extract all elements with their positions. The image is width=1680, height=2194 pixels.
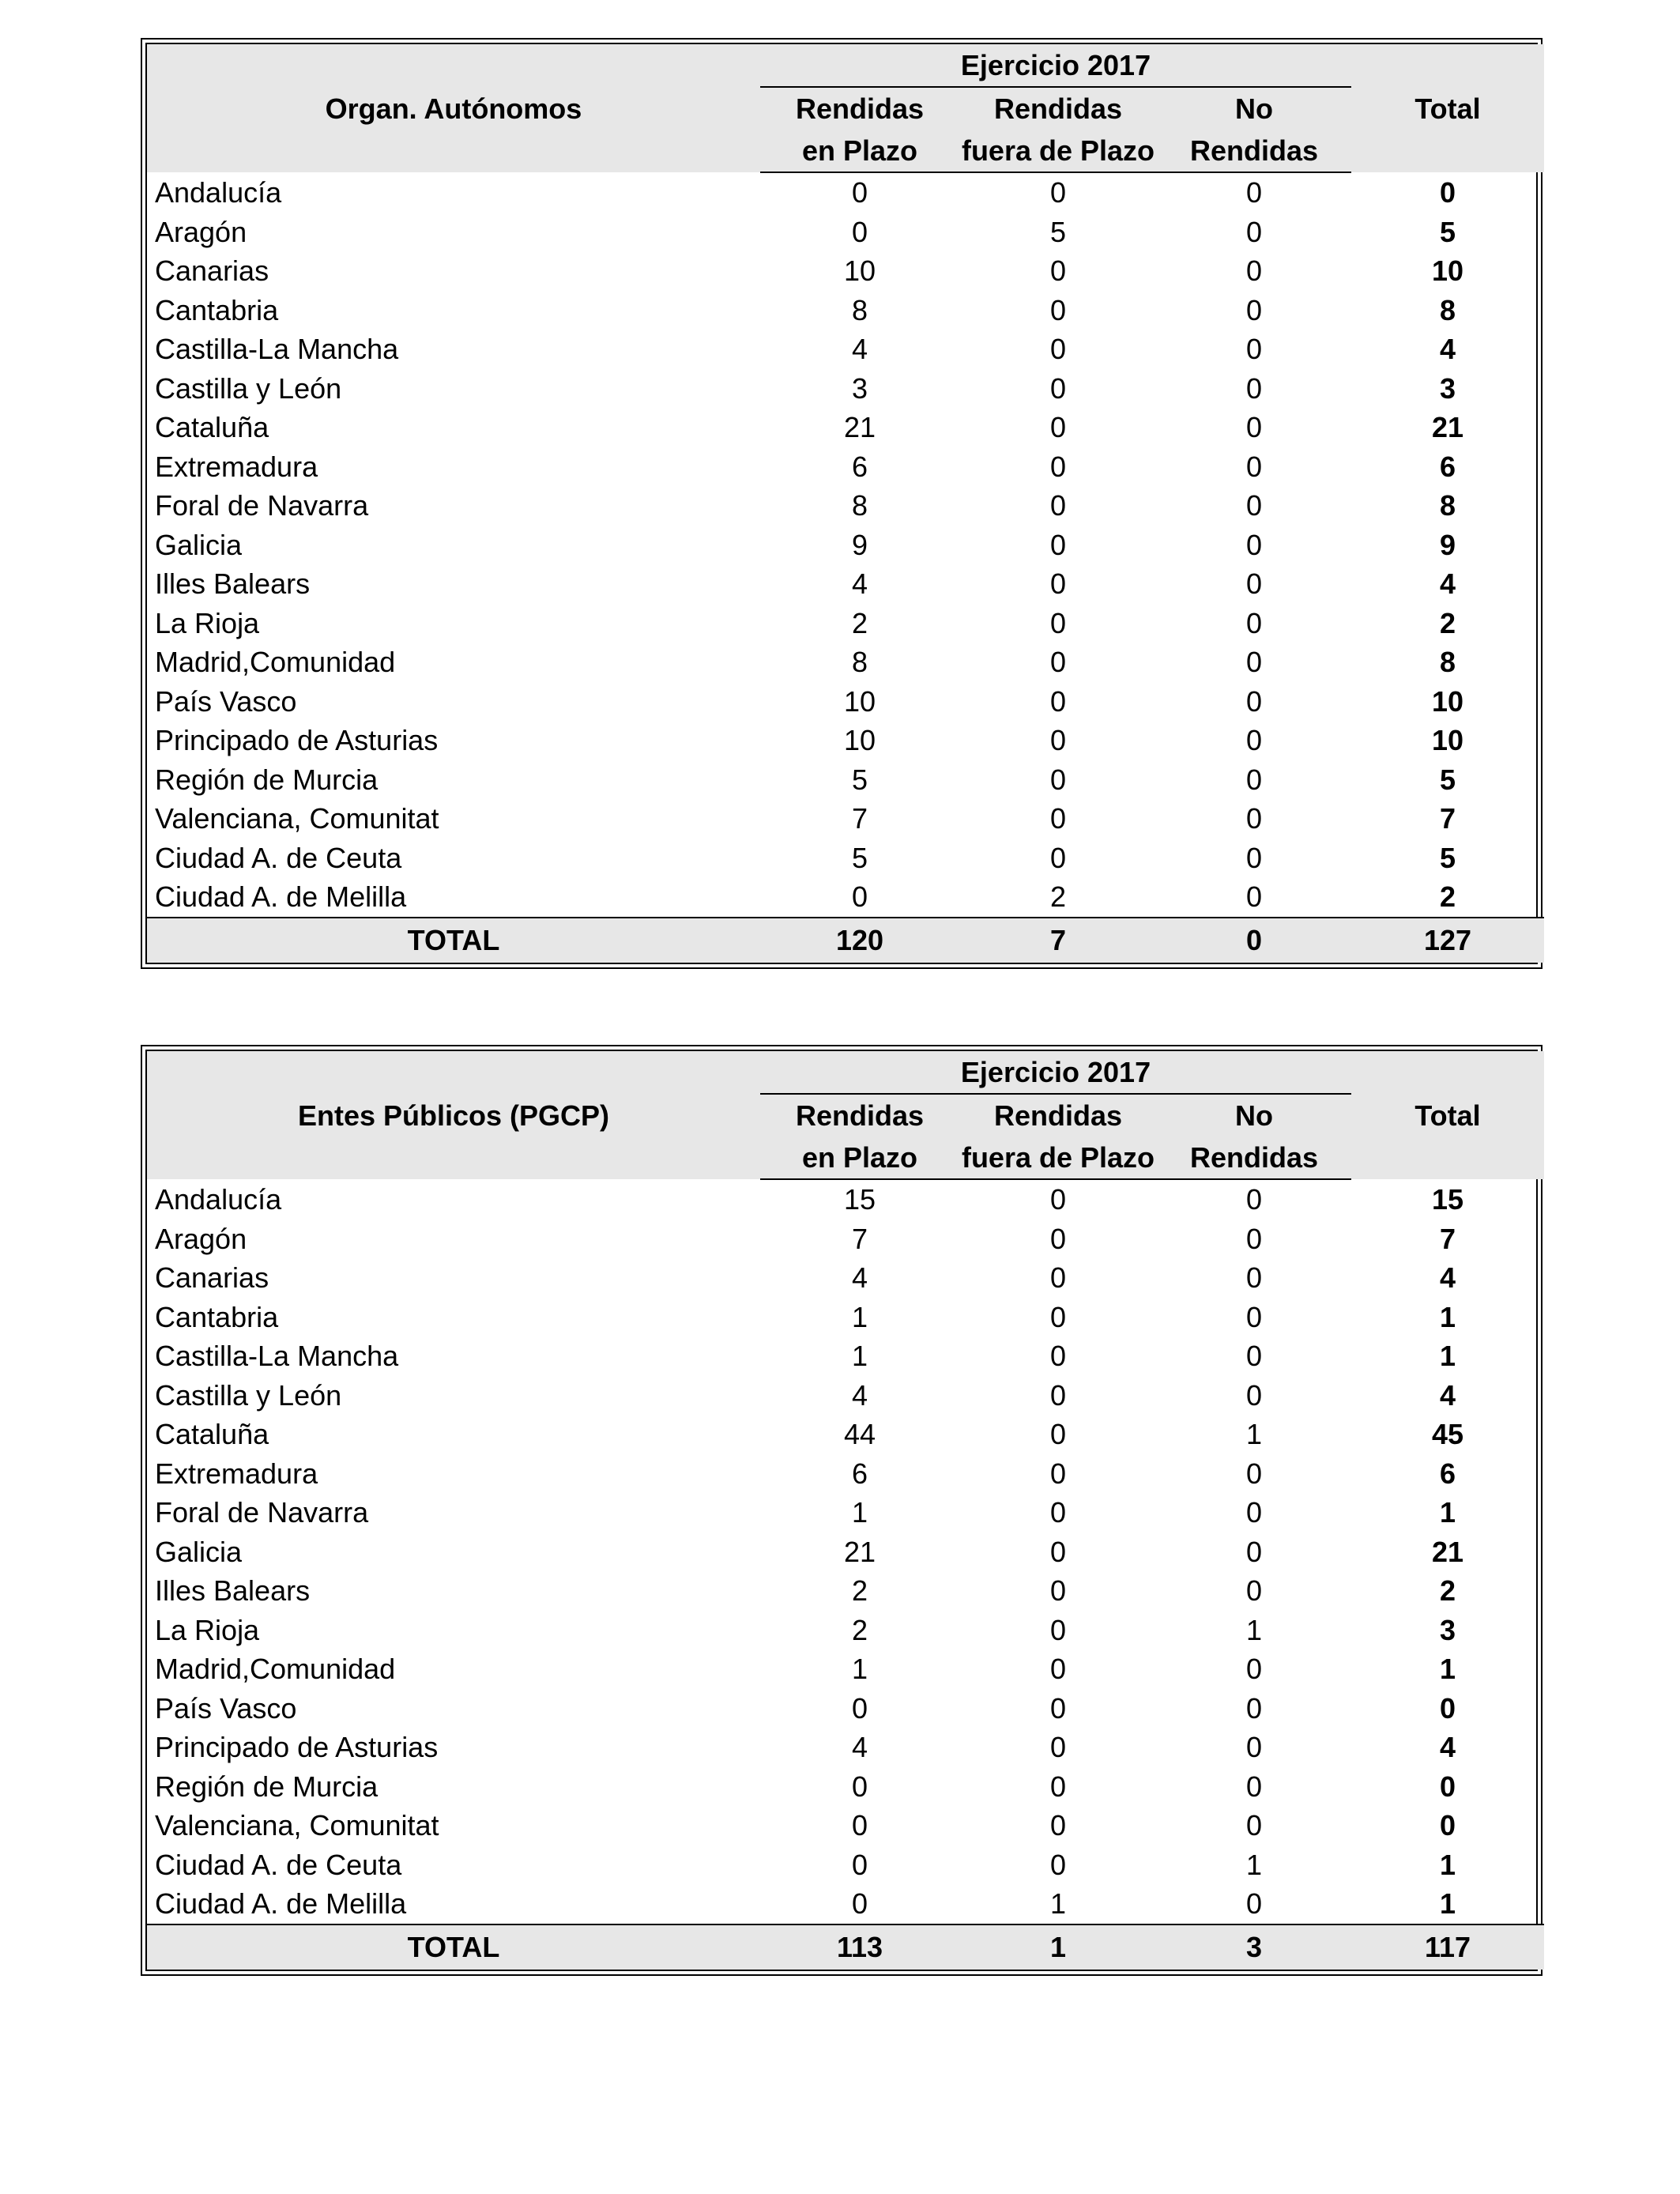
table-row (147, 643, 1544, 682)
value-cell: 5 (851, 841, 868, 874)
value-cell: 0 (1246, 215, 1263, 248)
value-cell: 0 (851, 215, 868, 248)
value-cell: 0 (1049, 1496, 1067, 1529)
row-total-cell: 4 (1440, 333, 1456, 365)
value-cell: 1 (1246, 1418, 1263, 1450)
region-name-cell: Castilla-La Mancha (155, 333, 399, 365)
value-cell: 0 (1049, 841, 1067, 874)
table-row (147, 1415, 1544, 1454)
value-cell: 0 (1246, 880, 1263, 913)
row-total-cell: 1 (1440, 1340, 1456, 1372)
value-cell: 8 (851, 489, 868, 522)
value-cell: 1 (851, 1300, 868, 1333)
value-cell: 0 (851, 1848, 868, 1881)
row-total-cell: 8 (1440, 646, 1456, 678)
total-cell: 117 (1351, 1924, 1544, 1970)
value-cell: 0 (1246, 528, 1263, 561)
row-total-cell: 0 (1440, 1809, 1456, 1842)
value-cell: 0 (1049, 606, 1067, 639)
value-cell: 0 (1049, 567, 1067, 600)
value-cell: 0 (1246, 1183, 1263, 1216)
region-name-cell: La Rioja (155, 1613, 260, 1646)
region-name-cell: Castilla-La Mancha (155, 1340, 399, 1372)
region-name-cell: Principado de Asturias (155, 1731, 439, 1763)
table-row (147, 682, 1544, 722)
table-row (147, 1884, 1544, 1924)
value-cell: 0 (1246, 1809, 1263, 1842)
region-name-cell: Madrid,Comunidad (155, 1653, 396, 1685)
value-cell: 0 (1246, 1300, 1263, 1333)
col-header: fuera de Plazo (959, 130, 1157, 172)
region-name-cell: Ciudad A. de Melilla (155, 880, 407, 913)
col-header: fuera de Plazo (959, 1137, 1157, 1179)
value-cell: 0 (1049, 1418, 1067, 1450)
region-name-cell: Cantabria (155, 293, 279, 326)
value-cell: 4 (851, 567, 868, 600)
total-row (147, 918, 1544, 963)
value-cell: 7 (851, 802, 868, 835)
value-cell: 2 (851, 1574, 868, 1607)
row-total-cell: 4 (1440, 1731, 1456, 1763)
row-total-cell: 1 (1440, 1653, 1456, 1685)
table-row (147, 1298, 1544, 1337)
data-table (147, 1051, 1544, 1970)
region-name-cell: Galicia (155, 528, 243, 561)
value-cell: 1 (851, 1496, 868, 1529)
region-name-cell: Castilla y León (155, 371, 342, 405)
value-cell: 0 (1246, 724, 1263, 756)
value-cell: 0 (1246, 567, 1263, 600)
table-row (147, 330, 1544, 369)
value-cell: 0 (1049, 1183, 1067, 1216)
group-header: Ejercicio 2017 (760, 44, 1351, 87)
total-cell: 113 (760, 1924, 959, 1970)
region-name-cell: Cataluña (155, 411, 269, 443)
col-header: en Plazo (760, 1137, 959, 1179)
col-header: Rendidas (959, 87, 1157, 130)
row-total-cell: 10 (1432, 684, 1464, 718)
value-cell: 0 (1246, 1261, 1263, 1294)
row-total-cell: 6 (1440, 450, 1456, 483)
row-total-cell: 7 (1440, 1222, 1456, 1255)
value-cell: 0 (1246, 489, 1263, 522)
value-cell: 0 (1049, 254, 1067, 287)
table-row (147, 1454, 1544, 1494)
region-name-cell: País Vasco (155, 1691, 297, 1725)
table-row (147, 1767, 1544, 1807)
group-header: Ejercicio 2017 (760, 1051, 1351, 1094)
table-row (147, 1611, 1544, 1650)
col-header: en Plazo (760, 130, 959, 172)
value-cell: 0 (1049, 724, 1067, 756)
value-cell: 0 (1049, 1340, 1067, 1372)
table-row (147, 447, 1544, 487)
value-cell: 0 (1049, 1300, 1067, 1333)
table-row (147, 1258, 1544, 1298)
value-cell: 8 (851, 293, 868, 326)
total-header: Total (1351, 1051, 1544, 1179)
row-total-cell: 0 (1440, 1770, 1456, 1803)
value-cell: 21 (843, 411, 876, 443)
value-cell: 0 (1246, 841, 1263, 874)
row-total-cell: 21 (1432, 411, 1464, 443)
col-header: No (1157, 1094, 1351, 1137)
table-row (147, 251, 1544, 291)
region-name-cell: Cantabria (155, 1300, 279, 1333)
value-cell: 1 (1246, 1848, 1263, 1881)
value-cell: 0 (1246, 1378, 1263, 1412)
value-cell: 0 (1049, 1222, 1067, 1255)
value-cell: 0 (851, 1809, 868, 1842)
value-cell: 0 (1049, 763, 1067, 796)
value-cell: 8 (851, 646, 868, 678)
table-row (147, 1336, 1544, 1376)
region-name-cell: País Vasco (155, 684, 297, 718)
col-header: Rendidas (760, 1094, 959, 1137)
value-cell: 0 (1246, 293, 1263, 326)
value-cell: 15 (843, 1183, 876, 1216)
row-total-cell: 7 (1440, 802, 1456, 835)
table-title: Organ. Autónomos (147, 44, 760, 172)
value-cell: 0 (1049, 1457, 1067, 1490)
row-total-cell: 5 (1440, 763, 1456, 796)
region-name-cell: Andalucía (155, 175, 282, 209)
value-cell: 0 (1049, 1653, 1067, 1685)
value-cell: 4 (851, 1731, 868, 1763)
row-total-cell: 3 (1440, 371, 1456, 405)
value-cell: 9 (851, 528, 868, 561)
value-cell: 0 (1049, 411, 1067, 443)
table-body (147, 1179, 1544, 1924)
value-cell: 0 (1049, 1261, 1067, 1294)
value-cell: 0 (851, 1770, 868, 1803)
value-cell: 0 (1049, 1691, 1067, 1725)
region-name-cell: Cataluña (155, 1418, 269, 1450)
region-name-cell: Aragón (155, 1222, 247, 1255)
region-name-cell: Aragón (155, 215, 247, 248)
value-cell: 3 (851, 371, 868, 405)
value-cell: 0 (1049, 684, 1067, 718)
row-total-cell: 45 (1432, 1418, 1464, 1450)
table-row (147, 172, 1544, 213)
region-name-cell: La Rioja (155, 606, 260, 639)
data-table (147, 44, 1544, 963)
value-cell: 0 (1049, 1731, 1067, 1763)
value-cell: 0 (1246, 254, 1263, 287)
row-total-cell: 4 (1440, 567, 1456, 600)
row-total-cell: 1 (1440, 1848, 1456, 1881)
region-name-cell: Illes Balears (155, 1574, 311, 1607)
row-total-cell: 1 (1440, 1300, 1456, 1333)
table-row (147, 291, 1544, 330)
value-cell: 44 (843, 1418, 876, 1450)
col-header: Rendidas (1157, 1137, 1351, 1179)
table-row (147, 213, 1544, 252)
value-cell: 0 (851, 1691, 868, 1725)
value-cell: 21 (843, 1535, 876, 1568)
table-row (147, 839, 1544, 878)
row-total-cell: 0 (1440, 175, 1456, 209)
value-cell: 0 (1246, 763, 1263, 796)
region-name-cell: Extremadura (155, 1457, 318, 1490)
value-cell: 0 (1246, 1887, 1263, 1920)
total-label: TOTAL (147, 1924, 760, 1970)
row-total-cell: 3 (1440, 1613, 1456, 1646)
table-row (147, 877, 1544, 918)
row-total-cell: 8 (1440, 489, 1456, 522)
row-total-cell: 5 (1440, 841, 1456, 874)
region-name-cell: Ciudad A. de Ceuta (155, 1848, 402, 1881)
region-name-cell: Ciudad A. de Ceuta (155, 841, 402, 874)
value-cell: 4 (851, 1378, 868, 1412)
value-cell: 0 (1049, 371, 1067, 405)
value-cell: 0 (851, 1887, 868, 1920)
table-row (147, 486, 1544, 526)
value-cell: 7 (851, 1222, 868, 1255)
row-total-cell: 2 (1440, 1574, 1456, 1607)
value-cell: 0 (1049, 489, 1067, 522)
region-name-cell: Valenciana, Comunitat (155, 1809, 439, 1842)
region-name-cell: Extremadura (155, 450, 318, 483)
table-row (147, 1649, 1544, 1689)
region-name-cell: Ciudad A. de Melilla (155, 1887, 407, 1920)
row-total-cell: 4 (1440, 1261, 1456, 1294)
row-total-cell: 6 (1440, 1457, 1456, 1490)
region-name-cell: Canarias (155, 254, 269, 287)
table-row (147, 1806, 1544, 1845)
region-name-cell: Canarias (155, 1261, 269, 1294)
total-row (147, 1924, 1544, 1970)
value-cell: 0 (1246, 1535, 1263, 1568)
table-row (147, 1532, 1544, 1572)
row-total-cell: 15 (1432, 1182, 1464, 1216)
table-entes-publicos (141, 1045, 1543, 1976)
value-cell: 10 (843, 684, 876, 718)
value-cell: 0 (851, 880, 868, 913)
value-cell: 0 (1246, 1691, 1263, 1725)
table-row (147, 564, 1544, 604)
value-cell: 2 (1049, 880, 1067, 913)
total-header: Total (1351, 44, 1544, 172)
table-row (147, 1376, 1544, 1416)
value-cell: 1 (851, 1653, 868, 1685)
total-cell: 0 (1157, 918, 1351, 963)
value-cell: 0 (1246, 1731, 1263, 1763)
value-cell: 0 (1246, 1457, 1263, 1490)
total-cell: 7 (959, 918, 1157, 963)
row-total-cell: 9 (1440, 528, 1456, 561)
value-cell: 5 (851, 763, 868, 796)
region-name-cell: Foral de Navarra (155, 489, 369, 522)
table-title: Entes Públicos (PGCP) (147, 1051, 760, 1179)
value-cell: 0 (1049, 528, 1067, 561)
table-row (147, 604, 1544, 643)
region-name-cell: Galicia (155, 1535, 243, 1568)
region-name-cell: Illes Balears (155, 567, 311, 600)
col-header: Rendidas (1157, 130, 1351, 172)
value-cell: 6 (851, 1457, 868, 1490)
value-cell: 1 (1049, 1887, 1067, 1920)
value-cell: 0 (1246, 802, 1263, 835)
row-total-cell: 4 (1440, 1378, 1456, 1412)
value-cell: 0 (1049, 293, 1067, 326)
value-cell: 0 (1049, 450, 1067, 483)
total-cell: 3 (1157, 1924, 1351, 1970)
value-cell: 0 (1246, 333, 1263, 365)
table-body (147, 172, 1544, 918)
row-total-cell: 2 (1440, 880, 1456, 913)
value-cell: 0 (851, 176, 868, 209)
value-cell: 0 (1246, 1770, 1263, 1803)
col-header: Rendidas (959, 1094, 1157, 1137)
row-total-cell: 2 (1440, 606, 1456, 639)
value-cell: 2 (851, 1613, 868, 1646)
value-cell: 0 (1049, 1574, 1067, 1607)
value-cell: 0 (1049, 1613, 1067, 1646)
row-total-cell: 21 (1432, 1535, 1464, 1568)
table-row (147, 1571, 1544, 1611)
col-header: No (1157, 87, 1351, 130)
value-cell: 0 (1049, 1535, 1067, 1568)
value-cell: 2 (851, 606, 868, 639)
table-row (147, 1845, 1544, 1885)
table-row (147, 1493, 1544, 1532)
value-cell: 0 (1049, 1378, 1067, 1412)
value-cell: 0 (1246, 1222, 1263, 1255)
value-cell: 0 (1246, 176, 1263, 209)
region-name-cell: Foral de Navarra (155, 1496, 369, 1529)
region-name-cell: Madrid,Comunidad (155, 646, 396, 678)
region-name-cell: Castilla y León (155, 1378, 342, 1412)
row-total-cell: 1 (1440, 1496, 1456, 1529)
value-cell: 1 (1246, 1613, 1263, 1646)
region-name-cell: Región de Murcia (155, 1770, 379, 1803)
region-name-cell: Valenciana, Comunitat (155, 802, 439, 835)
value-cell: 6 (851, 450, 868, 483)
region-name-cell: Principado de Asturias (155, 724, 439, 756)
row-total-cell: 0 (1440, 1691, 1456, 1725)
region-name-cell: Andalucía (155, 1182, 282, 1216)
table-row (147, 799, 1544, 839)
table-organ-autonomos (141, 38, 1543, 969)
value-cell: 0 (1246, 450, 1263, 483)
table-row (147, 1179, 1544, 1220)
table-row (147, 1689, 1544, 1728)
table-row (147, 408, 1544, 447)
value-cell: 0 (1049, 1848, 1067, 1881)
value-cell: 10 (843, 254, 876, 287)
table-row (147, 526, 1544, 565)
value-cell: 10 (843, 724, 876, 756)
value-cell: 0 (1246, 371, 1263, 405)
value-cell: 0 (1246, 1574, 1263, 1607)
value-cell: 4 (851, 333, 868, 365)
value-cell: 0 (1246, 646, 1263, 678)
value-cell: 0 (1049, 1770, 1067, 1803)
value-cell: 0 (1049, 333, 1067, 365)
table-row (147, 760, 1544, 800)
value-cell: 0 (1246, 606, 1263, 639)
value-cell: 0 (1246, 1653, 1263, 1685)
table-row (147, 369, 1544, 409)
total-label: TOTAL (147, 918, 760, 963)
value-cell: 0 (1049, 1809, 1067, 1842)
col-header: Rendidas (760, 87, 959, 130)
value-cell: 0 (1246, 684, 1263, 718)
total-cell: 1 (959, 1924, 1157, 1970)
table-row (147, 1728, 1544, 1767)
row-total-cell: 5 (1440, 215, 1456, 248)
region-name-cell: Región de Murcia (155, 763, 379, 796)
total-cell: 120 (760, 918, 959, 963)
row-total-cell: 10 (1432, 254, 1464, 287)
value-cell: 4 (851, 1261, 868, 1294)
value-cell: 0 (1049, 646, 1067, 678)
row-total-cell: 8 (1440, 293, 1456, 326)
table-row (147, 721, 1544, 760)
value-cell: 0 (1246, 411, 1263, 443)
value-cell: 1 (851, 1340, 868, 1372)
row-total-cell: 10 (1432, 724, 1464, 756)
row-total-cell: 1 (1440, 1887, 1456, 1920)
value-cell: 0 (1246, 1496, 1263, 1529)
value-cell: 0 (1049, 802, 1067, 835)
value-cell: 5 (1049, 215, 1067, 248)
total-cell: 127 (1351, 918, 1544, 963)
value-cell: 0 (1246, 1340, 1263, 1372)
value-cell: 0 (1049, 176, 1067, 209)
table-row (147, 1220, 1544, 1259)
